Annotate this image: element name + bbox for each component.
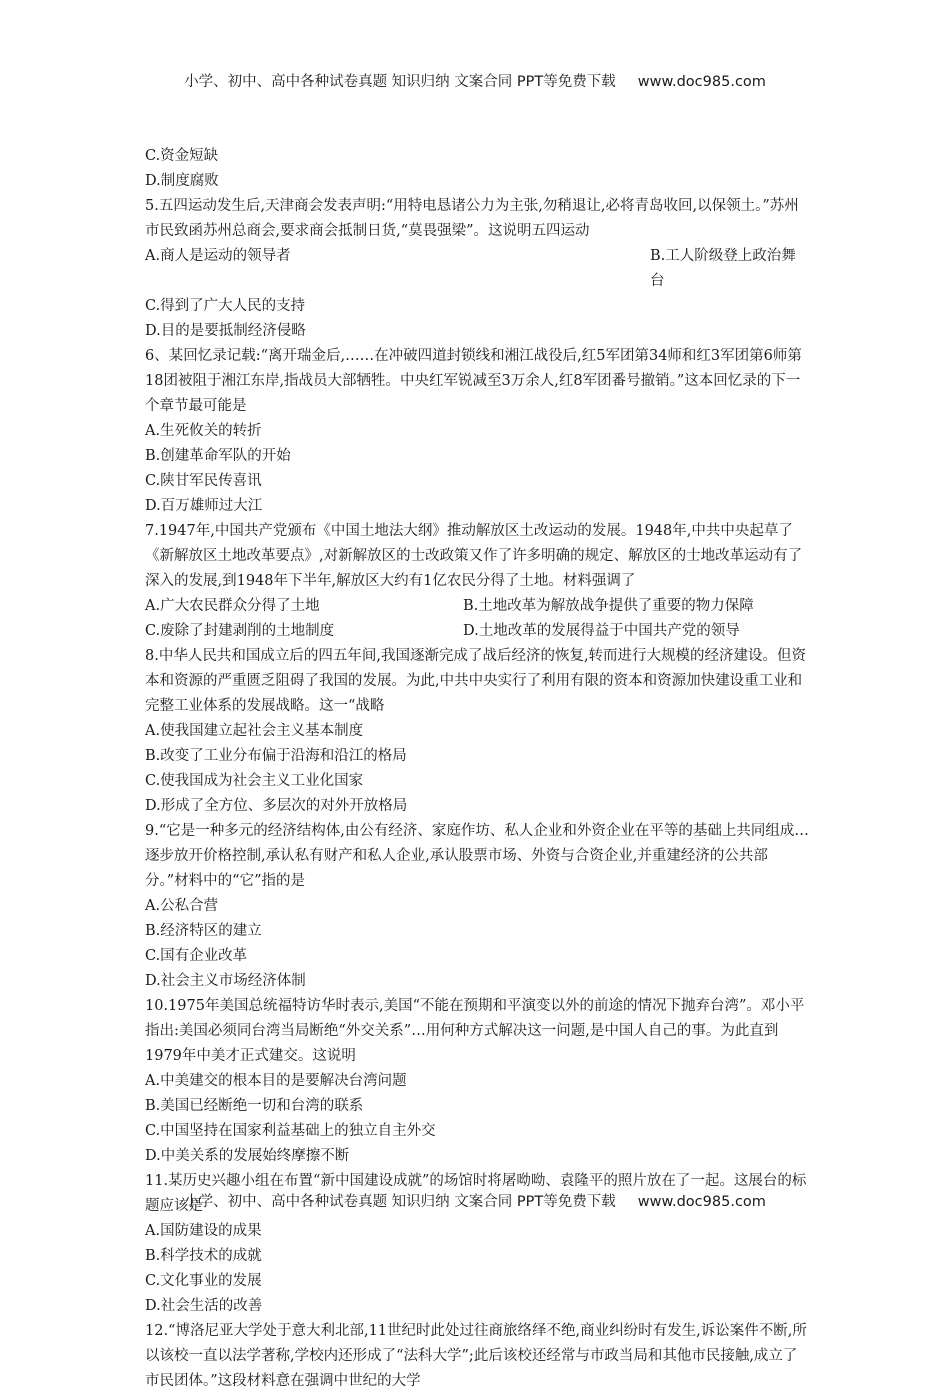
q8-stem: 8.中华人民共和国成立后的四五年间,我国逐渐完成了战后经济的恢复,转而进行大规模的经济建设。但资本和资源的严重匮乏阻碍了我国的发展。为此,中共中央实行了利用有限的资本和资源加快建设重工业和完整工业体系的发展战略。这一“战略: [145, 648, 807, 714]
q8-option-d: D.形成了全方位、多层次的对外开放格局: [145, 798, 408, 814]
q8-option-c: C.使我国成为社会主义工业化国家: [145, 773, 364, 789]
q6-option-a: A.生死攸关的转折: [145, 423, 262, 439]
q9-options: [145, 894, 810, 994]
q11-option-c: C.文化事业的发展: [145, 1273, 262, 1289]
q12-stem: 12.“博洛尼亚大学处于意大利北部,11世纪时此处过往商旅络绎不绝,商业纠纷时有发生,诉讼案件不断,所以该校一直以法学著称,学校内还形成了“法科大学”;此后该校还经常与市政当局和其他市民接触,成立了市民团体。”这段材料意在强调中世纪的大学: [145, 1323, 807, 1389]
header-text: 小学、初中、高中各种试卷真题 知识归纳 文案合同 PPT等免费下载: [184, 74, 616, 90]
q4-options: [145, 144, 810, 194]
q6-stem: 6、某回忆录记载:“离开瑞金后,……在冲破四道封锁线和湘江战役后,红5军团第34师和红3军团第6师第18团被阻于湘江东岸,指战员大部牺牲。中央红军锐减至3万余人,红8军团番号撤销。”这本回忆录的下一个章节最可能是: [145, 348, 802, 414]
q8-options: [145, 719, 810, 819]
q10-stem: 10.1975年美国总统福特访华时表示,美国“不能在预期和平演变以外的前途的情况下抛弃台湾”。邓小平指出:美国必须同台湾当局断绝“外交关系”…用何种方式解决这一问题,是中国人自己的事。为此直到1979年中美才正式建交。这说明: [145, 998, 805, 1064]
q8-option-b: B.改变了工业分布偏于沿海和沿江的格局: [145, 748, 407, 764]
q8-option-a: A.使我国建立起社会主义基本制度: [145, 723, 364, 739]
q6-options: [145, 419, 810, 519]
q11-option-d: D.社会生活的改善: [145, 1298, 263, 1314]
q11-option-a: A.国防建设的成果: [145, 1223, 262, 1239]
q10-option-d: D.中美关系的发展始终摩擦不断: [145, 1148, 350, 1164]
q6-option-b: B.创建革命军队的开始: [145, 448, 291, 464]
footer-text: 小学、初中、高中各种试卷真题 知识归纳 文案合同 PPT等免费下载: [184, 1194, 616, 1210]
q5-options: [145, 244, 810, 344]
q5-option-c: C.得到了广大人民的支持: [145, 298, 306, 314]
q6-option-d: D.百万雄师过大江: [145, 498, 263, 514]
q10-option-c: C.中国坚持在国家利益基础上的独立自主外交: [145, 1123, 436, 1139]
q7-options: [145, 594, 810, 644]
q10-option-b: B.美国已经断绝一切和台湾的联系: [145, 1098, 364, 1114]
q9-option-c: C.国有企业改革: [145, 948, 248, 964]
q11-option-b: B.科学技术的成就: [145, 1248, 262, 1264]
page-footer: [0, 1190, 950, 1211]
q7-option-d: D.土地改革的发展得益于中国共产党的领导: [463, 623, 740, 639]
q6-option-c: C.陕甘军民传喜讯: [145, 473, 262, 489]
header-url[interactable]: www.doc985.com: [637, 74, 766, 90]
q9-option-a: A.公私合营: [145, 898, 219, 914]
page-header: [0, 70, 950, 91]
q7-stem: 7.1947年,中国共产党颁布《中国土地法大纲》推动解放区土改运动的发展。1948年,中共中央起草了《新解放区土地改革要点》,对新解放区的士改政策又作了许多明确的规定、解放区的士地改革运动有了深入的发展,到1948年下半年,解放区大约有1亿农民分得了土地。材料强调了: [145, 523, 803, 589]
q7-option-c: C.废除了封建剥削的土地制度: [145, 623, 335, 639]
q10-options: [145, 1069, 810, 1169]
q5-stem: 5.五四运动发生后,天津商会发表声明:“用特电恳诸公力为主张,勿稍退让,必将青岛收回,以保领土。”苏州市民致函苏州总商会,要求商会抵制日货,“莫畏强梁”。这说明五四运动: [145, 198, 799, 239]
q11-stem: 11.某历史兴趣小组在布置“新中国建设成就”的场馆时将屠呦呦、袁隆平的照片放在了一起。这展台的标题应该是: [145, 1173, 807, 1214]
q7-option-a: A.广大农民群众分得了土地: [145, 598, 320, 614]
q5-option-a: A.商人是运动的领导者: [145, 248, 291, 264]
q9-option-b: B.经济特区的建立: [145, 923, 262, 939]
q4-option-d: D.制度腐败: [145, 173, 219, 189]
q7-option-b: B.土地改革为解放战争提供了重要的物力保障: [463, 598, 754, 614]
footer-url[interactable]: www.doc985.com: [637, 1194, 766, 1210]
q11-options: [145, 1219, 810, 1319]
q5-option-b: B.工人阶级登上政治舞台: [650, 248, 796, 289]
q9-stem: 9.“它是一种多元的经济结构体,由公有经济、家庭作坊、私人企业和外资企业在平等的基础上共同组成…逐步放开价格控制,承认私有财产和私人企业,承认股票市场、外资与合资企业,并重建经济的公共部分。”材料中的“它”指的是: [145, 823, 809, 889]
q9-option-d: D.社会主义市场经济体制: [145, 973, 306, 989]
q5-option-d: D.目的是要抵制经济侵略: [145, 323, 306, 339]
q10-option-a: A.中美建交的根本目的是要解决台湾问题: [145, 1073, 407, 1089]
q4-option-c: C.资金短缺: [145, 148, 219, 164]
